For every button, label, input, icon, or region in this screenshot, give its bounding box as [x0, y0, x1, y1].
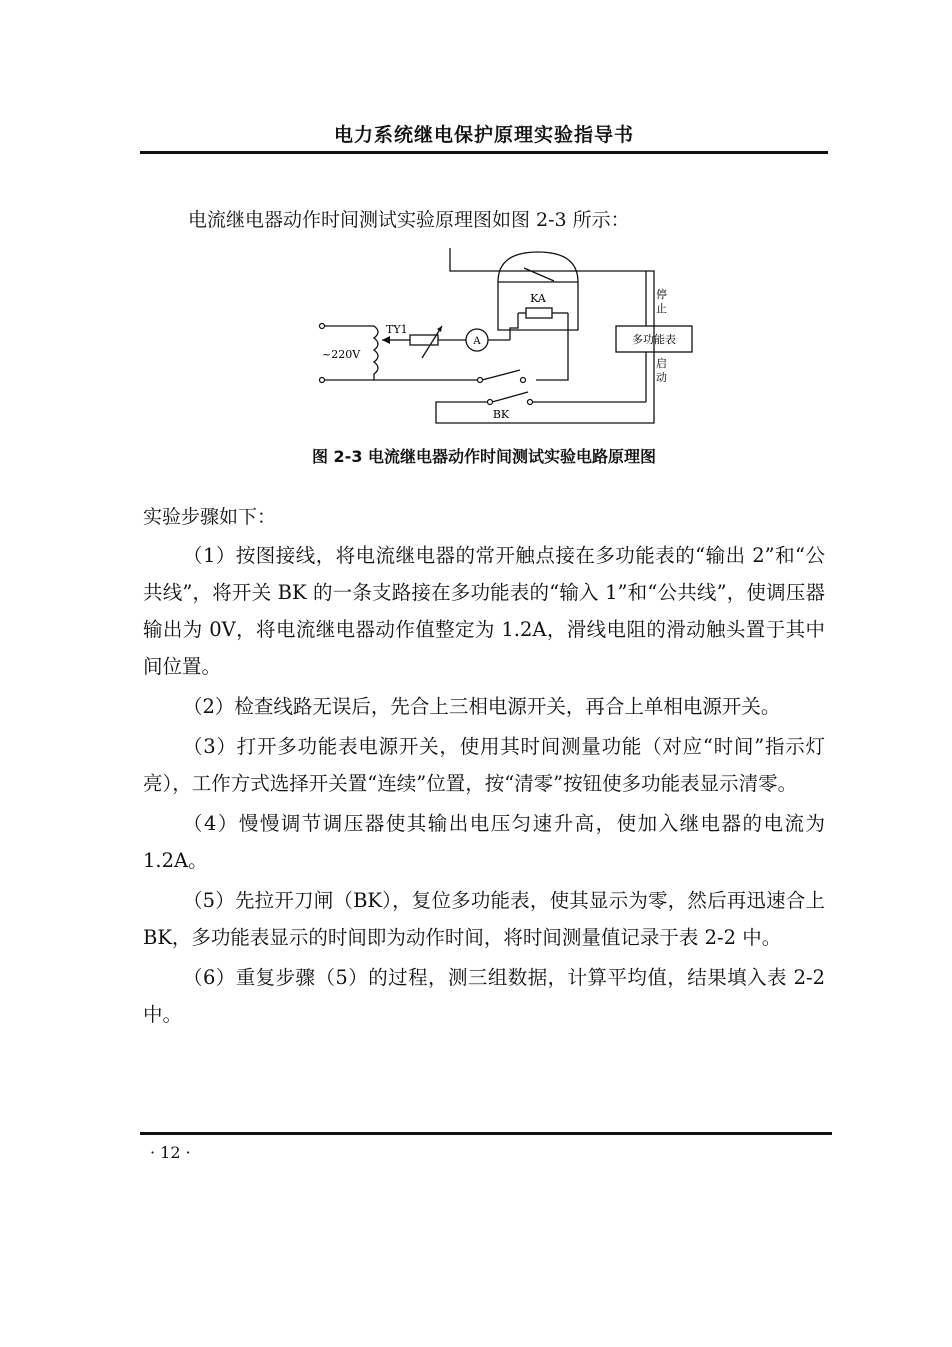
- step-paragraph: （2）检查线路无误后，先合上三相电源开关，再合上单相电源开关。: [183, 695, 781, 718]
- ammeter-label: A: [473, 336, 481, 347]
- steps-body: [143, 537, 825, 1036]
- step-paragraph: （4）慢慢调节调压器使其输出电压匀速升高，使加入继电器的电流为 1.2A。: [143, 812, 825, 872]
- step-paragraph: （3）打开多功能表电源开关，使用其时间测量功能（对应“时间”指示灯亮），工作方式选择开关置“连续”位置，按“清零”按钮使多功能表显示清零。: [143, 735, 825, 795]
- page-header-title: 电力系统继电保护原理实验指导书: [333, 124, 634, 146]
- step-paragraph: （1）按图接线，将电流继电器的常开触点接在多功能表的“输出 2”和“公共线”，将开关 BK 的一条支路接在多功能表的“输入 1”和“公共线”，使调压器输出为 0V，将电流继电器动作值整定为 1.2A，滑线电阻的滑动触头置于其中间位置。: [143, 544, 825, 678]
- steps-heading: 实验步骤如下：: [143, 506, 277, 528]
- intro-paragraph: 电流继电器动作时间测试实验原理图如图 2-3 所示：: [188, 209, 630, 231]
- footer-divider: [140, 1132, 832, 1135]
- step-paragraph: （6）重复步骤（5）的过程，测三组数据，计算平均值，结果填入表 2-2 中。: [143, 966, 825, 1026]
- ka-label: KA: [530, 292, 546, 305]
- bk-label: BK: [492, 408, 510, 421]
- voltage-label: ~220V: [322, 348, 361, 361]
- header-divider: [140, 151, 828, 154]
- ty1-label: TY1: [386, 323, 408, 336]
- meter-label: 多功能表: [632, 333, 676, 346]
- start-label-1: 启: [656, 357, 667, 370]
- stop-label-2: 止: [656, 302, 667, 315]
- stop-label-1: 停: [656, 288, 667, 301]
- circuit-diagram: [310, 240, 700, 430]
- step-paragraph: （5）先拉开刀闸（BK），复位多功能表，使其显示为零，然后再迅速合上 BK，多功能表显示的时间即为动作时间，将时间测量值记录于表 2-2 中。: [143, 889, 825, 949]
- figure-caption: 图 2-3 电流继电器动作时间测试实验电路原理图: [311, 447, 657, 466]
- page-number: · 12 ·: [150, 1143, 191, 1162]
- start-label-2: 动: [656, 371, 667, 384]
